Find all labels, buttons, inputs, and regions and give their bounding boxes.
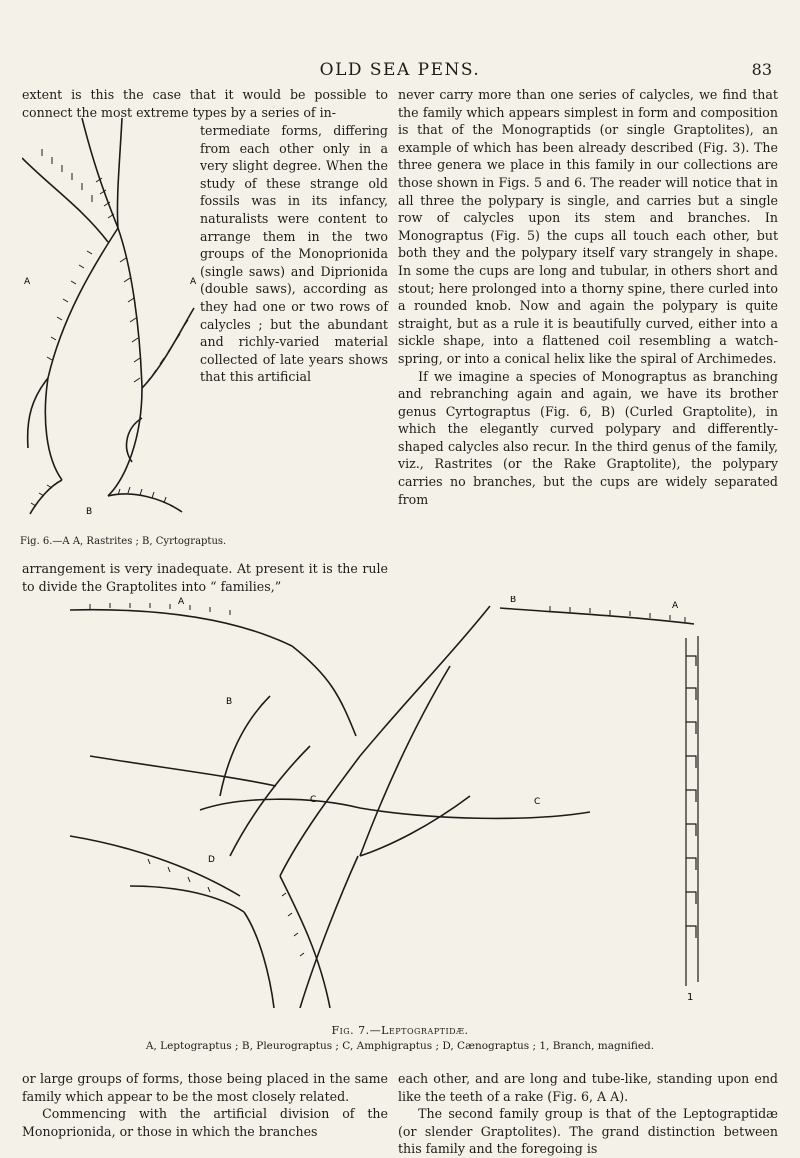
left-column-bottom (22, 1070, 388, 1140)
figure-7-label-a-left: A (178, 597, 185, 607)
figure-6-label-a-right: A (190, 277, 197, 287)
figure-7-label-c-right: C (534, 797, 541, 807)
right-column-main (398, 86, 778, 508)
paragraph: If we imagine a species of Monograptus as branching and rebranching again and again, we have its brother genus Cyrtograptus (Fig. 6, B) (Curled Graptolite), in which the elegantly curved polypary and differently-shaped calycles also recur. In the third genus of the family, viz., Rastrites (or the Rake Graptolite), the polypary carries no branches, but the cups are widely separated from (398, 368, 778, 507)
leptograptid-stems (70, 606, 694, 1008)
calycle-teeth (90, 603, 685, 956)
cyrtograptus-branches (22, 118, 194, 514)
figure-6-illustration (22, 118, 198, 518)
paragraph: arrangement is very inadequate. At present it is the rule to divide the Graptolites into “ families,” (22, 561, 388, 594)
left-column-after-figure (22, 560, 388, 595)
figure-7-illustration (30, 596, 770, 1008)
figure-7-label-c-mid: C (310, 795, 317, 805)
paragraph: each other, and are long and tube-like, standing upon end like the teeth of a rake (Fig. 6, A A). (398, 1071, 778, 1104)
running-head (0, 60, 800, 82)
figure-7-label-a-right: A (672, 601, 679, 611)
figure-6-label-b: B (86, 507, 93, 517)
figure-7-title-text: Fig. 7.—Leptograptidæ. (331, 1024, 469, 1037)
paragraph: Commencing with the artificial division of the Monoprionida, or those in which the branches (22, 1106, 388, 1139)
paragraph: extent is this the case that it would be possible to connect the most extreme types by a series of in- (22, 87, 388, 120)
figure-7-legend: A, Leptograptus ; B, Pleurograptus ; C, Amphigraptus ; D, Cænograptus ; 1, Branch, magnified. (145, 1040, 655, 1052)
rastrites-teeth (31, 149, 188, 506)
paragraph: termediate forms, differing from each other only in a very slight degree. When the study of these strange old fossils was in its infancy, naturalists were content to arrange them in the two groups of the Monoprionida (single saws) and Diprionida (double saws), according as they had one or two rows of calycles ; but the abundant and richly-varied material collected of late years shows that this artificial (200, 123, 388, 385)
page-number: 83 (751, 60, 772, 79)
figure-6-label-a-left: A (24, 277, 31, 287)
right-column-bottom (398, 1070, 778, 1158)
left-column-opening (22, 86, 388, 121)
figure-7-label-b-left: B (226, 697, 233, 707)
paragraph: The second family group is that of the Leptograptidæ (or slender Graptolites). The grand distinction between this family and the foregoing is (398, 1106, 778, 1157)
figure-6-caption: Fig. 6.—A A, Rastrites ; B, Cyrtograptus. (20, 536, 227, 547)
figure-7-label-1: 1 (687, 992, 694, 1003)
figure-7-label-d: D (208, 855, 215, 865)
magnified-branch (686, 636, 698, 986)
figure-7-title (0, 1024, 800, 1037)
paragraph: or large groups of forms, those being placed in the same family which appear to be the most closely related. (22, 1071, 388, 1104)
running-title: OLD SEA PENS. (319, 60, 481, 80)
paragraph: never carry more than one series of calycles, we find that the family which appears simplest in form and composition is that of the Monograptids (or single Graptolites), an example of which has been already described (Fig. 3). The three genera we place in this family in our collections are those shown in Figs. 5 and 6. The reader will notice that in all three the polypary is single, and carries but a single row of calycles upon its stem and branches. In Monograptus (Fig. 5) the cups all touch each other, but both they and the polypary itself vary strangely in shape. In some the cups are long and tubular, in others short and stout; here prolonged into a thorny spine, there curled into a rounded knob. Now and again the polypary is quite straight, but as a rule it is beautifully curved, either into a sickle shape, into a flattened coil resembling a watch-spring, or into a conical helix like the spiral of Archimedes. (398, 87, 778, 366)
figure-7-label-b-top: B (510, 596, 517, 605)
left-column-wrapped-text (200, 122, 388, 386)
